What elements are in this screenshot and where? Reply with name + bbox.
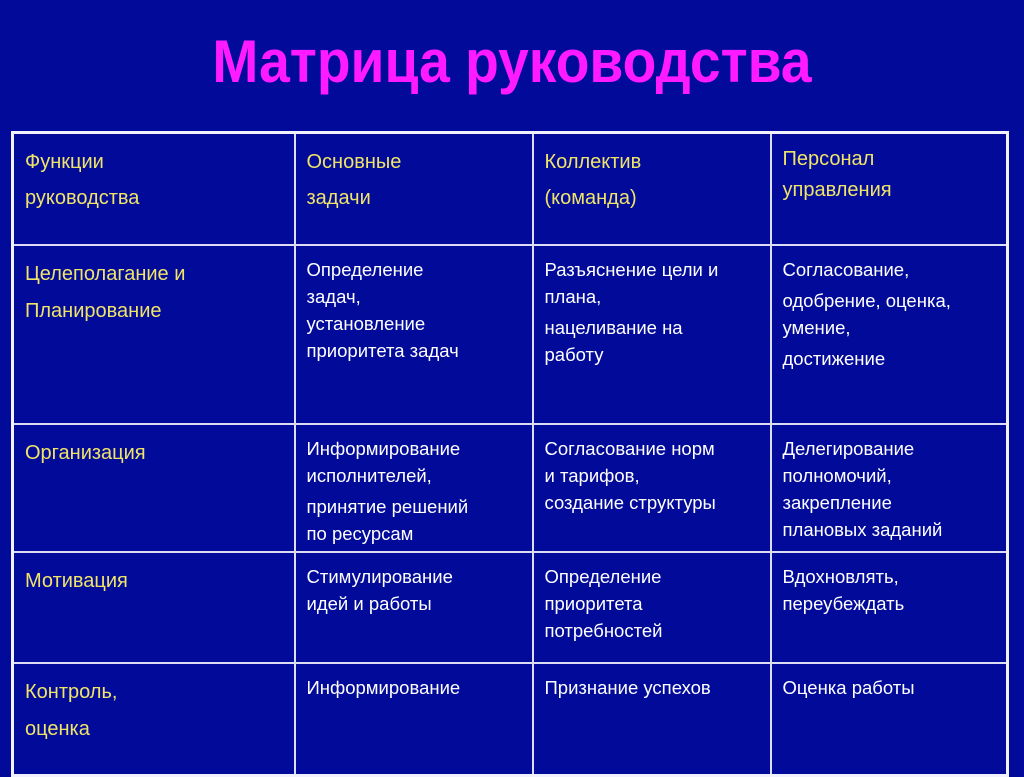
cell-text: Информирование (306, 438, 461, 459)
cell-text: и тарифов, (544, 465, 640, 486)
function-text: оценка (25, 718, 90, 740)
function-cell (13, 552, 295, 663)
staff-cell (771, 424, 1008, 552)
staff-cell (771, 245, 1008, 424)
team-cell (533, 245, 771, 424)
cell-text: закрепление (782, 492, 892, 513)
header-cell-management-staff (771, 133, 1008, 246)
cell-text: установление (306, 313, 426, 334)
cell-text: задач, (306, 286, 361, 307)
function-text: Целеполагание и (25, 263, 186, 285)
cell-text: Информирование (306, 677, 461, 698)
cell-text: плановых заданий (782, 519, 943, 540)
team-cell (533, 424, 771, 552)
cell-text: одобрение, оценка, (782, 290, 951, 311)
header-cell-main-tasks (295, 133, 533, 246)
header-text: задачи (306, 187, 371, 209)
header-text: Персонал (782, 148, 875, 170)
tasks-cell (295, 552, 533, 663)
cell-text: умение, (782, 317, 851, 338)
cell-text: Согласование норм (544, 438, 715, 459)
table-row (13, 663, 1008, 776)
header-text: Основные (306, 151, 402, 173)
function-text: Планирование (25, 300, 162, 322)
slide-title: Матрица руководства (212, 28, 812, 95)
cell-text: Оценка работы (782, 677, 915, 698)
cell-text: Согласование, (782, 259, 910, 280)
header-cell-functions (13, 133, 295, 246)
cell-text: потребностей (544, 620, 663, 641)
function-text: Контроль, (25, 681, 118, 703)
header-text: Коллектив (544, 151, 642, 173)
header-cell-team (533, 133, 771, 246)
cell-text: приоритета (544, 593, 643, 614)
tasks-cell (295, 424, 533, 552)
cell-text: Стимулирование (306, 566, 453, 587)
table-row (13, 245, 1008, 424)
table-header-row (13, 133, 1008, 246)
function-cell (13, 424, 295, 552)
header-text: руководства (25, 187, 140, 209)
function-cell (13, 245, 295, 424)
cell-text: Вдохновлять, (782, 566, 899, 587)
cell-text: переубеждать (782, 593, 905, 614)
header-text: (команда) (544, 187, 637, 209)
tasks-cell (295, 245, 533, 424)
cell-text: достижение (782, 348, 886, 369)
cell-text: Делегирование (782, 438, 915, 459)
cell-text: приоритета задач (306, 340, 459, 361)
cell-text: принятие решений (306, 496, 469, 517)
cell-text: исполнителей, (306, 465, 432, 486)
staff-cell (771, 552, 1008, 663)
staff-cell (771, 663, 1008, 776)
header-text: управления (782, 179, 892, 201)
tasks-cell (295, 663, 533, 776)
function-text: Организация (25, 442, 146, 464)
cell-text: работу (544, 344, 604, 365)
cell-text: полномочий, (782, 465, 892, 486)
table-row (13, 424, 1008, 552)
team-cell (533, 552, 771, 663)
cell-text: создание структуры (544, 492, 716, 513)
cell-text: Признание успехов (544, 677, 711, 698)
function-text: Мотивация (25, 570, 128, 592)
cell-text: по ресурсам (306, 523, 414, 544)
cell-text: нацеливание на (544, 317, 683, 338)
table-row (13, 552, 1008, 663)
team-cell (533, 663, 771, 776)
cell-text: Определение (306, 259, 424, 280)
cell-text: Определение (544, 566, 662, 587)
management-matrix-table (11, 131, 1009, 777)
cell-text: плана, (544, 286, 602, 307)
header-text: Функции (25, 151, 104, 173)
cell-text: Разъяснение цели и (544, 259, 719, 280)
cell-text: идей и работы (306, 593, 432, 614)
function-cell (13, 663, 295, 776)
